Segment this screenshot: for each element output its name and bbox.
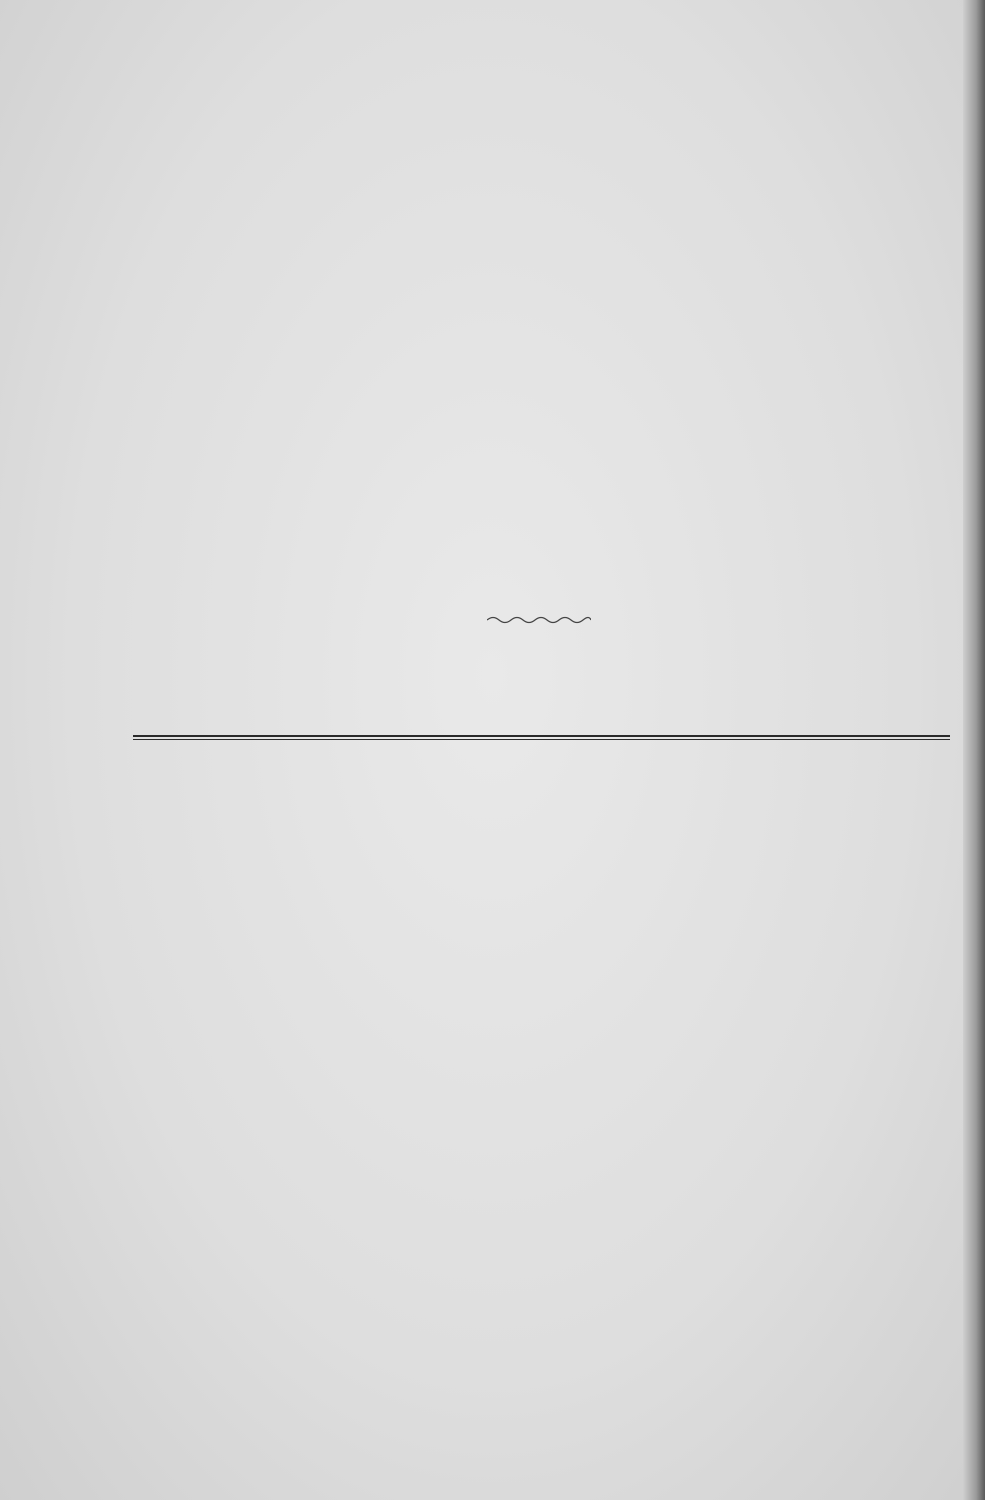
page-edge-shadow <box>963 0 985 1500</box>
footnote-rule <box>133 735 950 740</box>
section-divider-ornament <box>487 614 591 626</box>
